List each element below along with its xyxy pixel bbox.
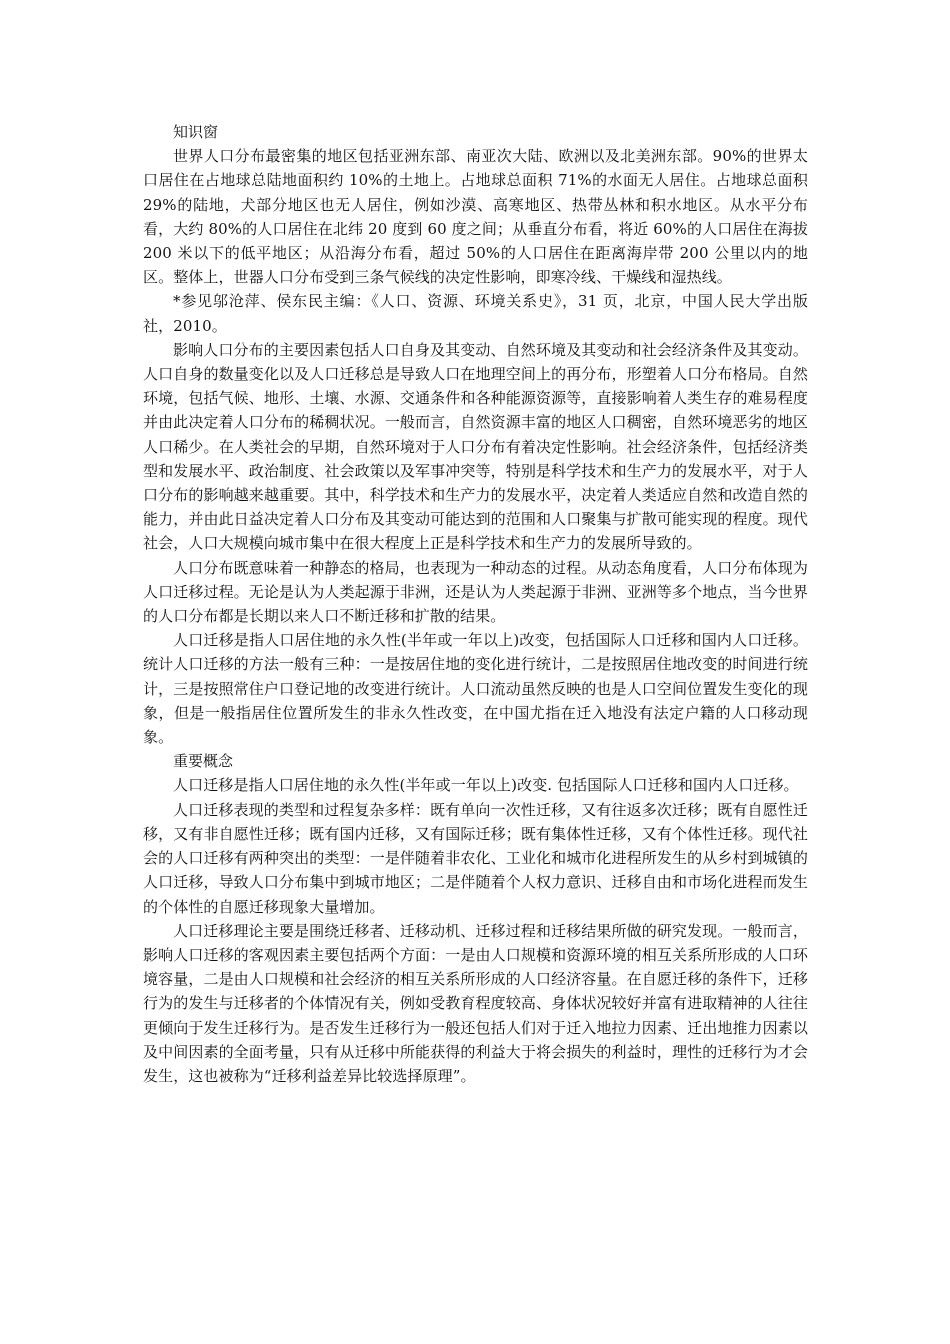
key-concept-text: 人口迁移是指人口居住地的永久性(半年或一年以上)改变. 包括国际人口迁移和国内人口迁移。 [173, 776, 799, 795]
key-concept-title: 重要概念 [173, 752, 234, 771]
document-page [143, 120, 808, 1088]
paragraph-migration-theory: 人口迁移理论主要是围绕迁移者、迁移动机、迁移过程和迁移结果所做的研究发现。一般而言，影响人口迁移的客观因素主要包括两个方面：一是由人口规模和资源环境的相互关系所形成的人口环境容量，二是由人口规模和社会经济的相互关系所形成的人口经济容量。在自愿迁移的条件下，迁移行为的发生与迁移者的个体情况有关，例如受教育程度较高、身体状况较好并富有进取精神的人往往更倾向于发生迁移行为。是否发生迁移行为一般还包括人们对于迁入地拉力因素、迁出地推力因素以及中间因素的全面考量，只有从迁移中所能获得的利益大于将会损失的利益时，理性的迁移行为才会发生，这也被称为“迁移利益差异比较选择原理”。 [143, 921, 808, 1085]
knowledge-window-text: 世界人口分布最密集的地区包括亚洲东部、南亚次大陆、欧洲以及北美洲东部。90%的世界太口居住在占地球总陆地面积约 10%的土地上。占地球总面积 71%的水面无人居住。占地球总面积 29%的陆地，犬部分地区也无人居住，例如沙漠、高寒地区、热带丛林和积水地区。从水平分布看，大约 80%的人口居住在北纬 20 度到 60 度之间；从垂直分布看，将近 60%的人口居住在海拔 200 米以下的低平地区；从沿海分布看，超过 50%的人口居住在距离海岸带 200 公里以内的地区。整体上，世器人口分布受到三条气候线的决定性影响，即寒冷线、干燥线和湿热线。 [143, 147, 808, 287]
paragraph-migration-definition: 人口迁移是指人口居住地的永久性(半年或一年以上)改变，包括国际人口迁移和国内人口迁移。统计人口迁移的方法一般有三种：一是按居住地的变化进行统计，二是按照居住地改变的时间进行统计，三是按照常住户口登记地的改变进行统计。人口流动虽然反映的也是人口空间位置发生变化的现象，但是一般指居住位置所发生的非永久性改变，在中国尤指在迁入地没有法定户籍的人口移动现象。 [143, 631, 808, 747]
paragraph-dynamic: 人口分布既意味着一种静态的格局，也表现为一种动态的过程。从动态角度看，人口分布体现为人口迁移过程。无论是认为人类起源于非洲，还是认为人类起源于非洲、亚洲等多个地点，当今世界的人口分布都是长期以来人口不断迁移和扩散的结果。 [143, 558, 808, 626]
paragraph-factors: 影响人口分布的主要因素包括人口自身及其变动、自然环境及其变动和社会经济条件及其变动。人口自身的数量变化以及人口迁移总是导致人口在地理空间上的再分布，形塑着人口分布格局。自然环境，包括气候、地形、土壤、水源、交通条件和各种能源资源等，直接影响着人类生存的难易程度并由此决定着人口分布的稀稠状况。一般而言，自然资源丰富的地区人口稠密，自然环境恶劣的地区人口稀少。在人类社会的早期，自然环境对于人口分布有着决定性影响。社会经济条件，包括经济类型和发展水平、政治制度、社会政策以及军事冲突等，特别是科学技术和生产力的发展水平，对于人口分布的影响越来越重要。其中，科学技术和生产力的发展水平，决定着人类适应自然和改造自然的能力，并由此日益决定着人口分布及其变动可能达到的范围和人口聚集与扩散可能实现的程度。现代社会，人口大规模向城市集中在很大程度上正是科学技术和生产力的发展所导致的。 [143, 340, 808, 553]
reference-note: *参见邬沧萍、侯东民主编：《人口、资源、环境关系史》，31 页，北京，中国人民大学出版社，2010。 [143, 292, 808, 335]
knowledge-window-title: 知识窗 [173, 123, 219, 141]
paragraph-migration-types: 人口迁移表现的类型和过程复杂多样：既有单向一次性迁移，又有往返多次迁移；既有自愿性迁移，又有非自愿性迁移；既有国内迁移，又有国际迁移；既有集体性迁移，又有个体性迁移。现代社会的人口迁移有两种突出的类型：一是伴随着非农化、工业化和城市化进程所发生的从乡村到城镇的人口迁移，导致人口分布集中到城市地区；二是伴随着个人权力意识、迁移自由和市场化进程而发生的个体性的自愿迁移现象大量增加。 [143, 800, 808, 916]
